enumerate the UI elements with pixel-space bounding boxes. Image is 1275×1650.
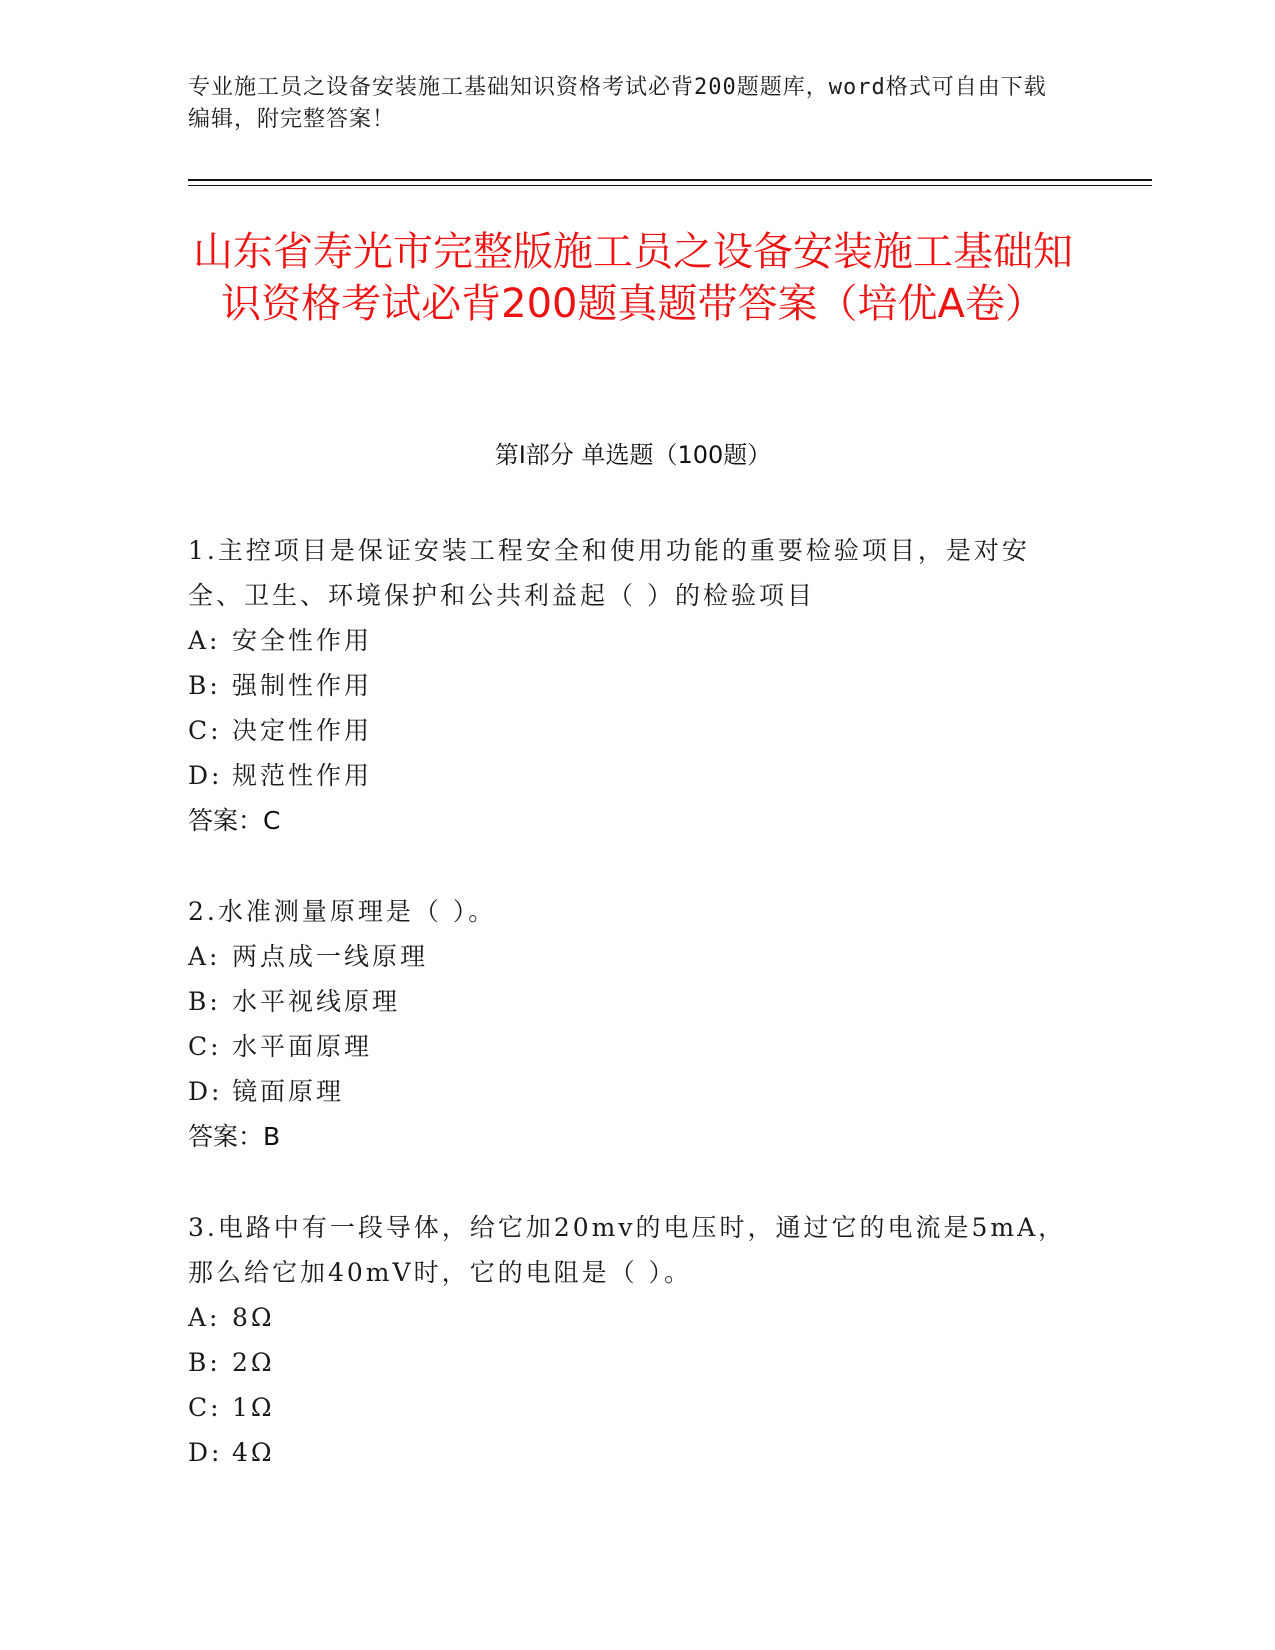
option-b xyxy=(188,663,1068,708)
option-b xyxy=(188,979,1068,1024)
option-text: 规范性作用 xyxy=(232,761,373,790)
option-c xyxy=(188,708,1068,753)
header-divider-thick xyxy=(188,179,1152,181)
question-list xyxy=(188,528,1068,1521)
question-stem: 1.主控项目是保证安装工程安全和使用功能的重要检验项目，是对安全、卫生、环境保护和公共利益起（ ）的检验项目 xyxy=(188,536,1030,610)
option-text: 两点成一线原理 xyxy=(232,942,429,971)
option-key: C: xyxy=(188,1032,222,1061)
option-c xyxy=(188,1385,1068,1430)
option-d xyxy=(188,1069,1068,1114)
option-key: A: xyxy=(188,942,221,971)
answer: 答案：B xyxy=(188,1122,281,1151)
option-b xyxy=(188,1340,1068,1385)
option-d xyxy=(188,1430,1068,1475)
header-divider-thin xyxy=(188,185,1152,186)
option-key: C: xyxy=(188,1393,222,1422)
question-1 xyxy=(188,528,1068,843)
option-a xyxy=(188,1295,1068,1340)
option-text: 水平面原理 xyxy=(232,1032,373,1061)
option-a xyxy=(188,934,1068,979)
option-text: 水平视线原理 xyxy=(232,987,401,1016)
question-2 xyxy=(188,889,1068,1159)
option-key: D: xyxy=(188,761,223,790)
document-title: 山东省寿光市完整版施工员之设备安装施工基础知识资格考试必背200题真题带答案（培优A卷） xyxy=(193,229,1073,327)
option-d xyxy=(188,753,1068,798)
option-text: 8Ω xyxy=(232,1303,275,1332)
option-key: B: xyxy=(188,987,221,1016)
header-note: 专业施工员之设备安装施工基础知识资格考试必背200题题库，word格式可自由下载编辑，附完整答案！ xyxy=(188,75,1047,132)
question-stem: 3.电路中有一段导体，给它加20mv的电压时，通过它的电流是5mA，那么给它加40mV时，它的电阻是（ ）。 xyxy=(188,1213,1067,1287)
option-text: 2Ω xyxy=(232,1348,275,1377)
option-key: C: xyxy=(188,716,222,745)
option-key: D: xyxy=(188,1438,223,1467)
option-a xyxy=(188,618,1068,663)
question-stem: 2.水准测量原理是（ ）。 xyxy=(188,897,497,926)
option-text: 4Ω xyxy=(232,1438,275,1467)
option-key: D: xyxy=(188,1077,223,1106)
option-key: B: xyxy=(188,1348,221,1377)
section-title: 第I部分 单选题（100题） xyxy=(494,441,772,469)
option-key: A: xyxy=(188,626,221,655)
option-key: A: xyxy=(188,1303,221,1332)
option-text: 强制性作用 xyxy=(232,671,373,700)
option-text: 安全性作用 xyxy=(232,626,373,655)
option-text: 1Ω xyxy=(232,1393,275,1422)
option-c xyxy=(188,1024,1068,1069)
option-text: 镜面原理 xyxy=(232,1077,345,1106)
answer: 答案：C xyxy=(188,806,281,835)
option-text: 决定性作用 xyxy=(232,716,373,745)
question-3 xyxy=(188,1205,1068,1475)
option-key: B: xyxy=(188,671,221,700)
